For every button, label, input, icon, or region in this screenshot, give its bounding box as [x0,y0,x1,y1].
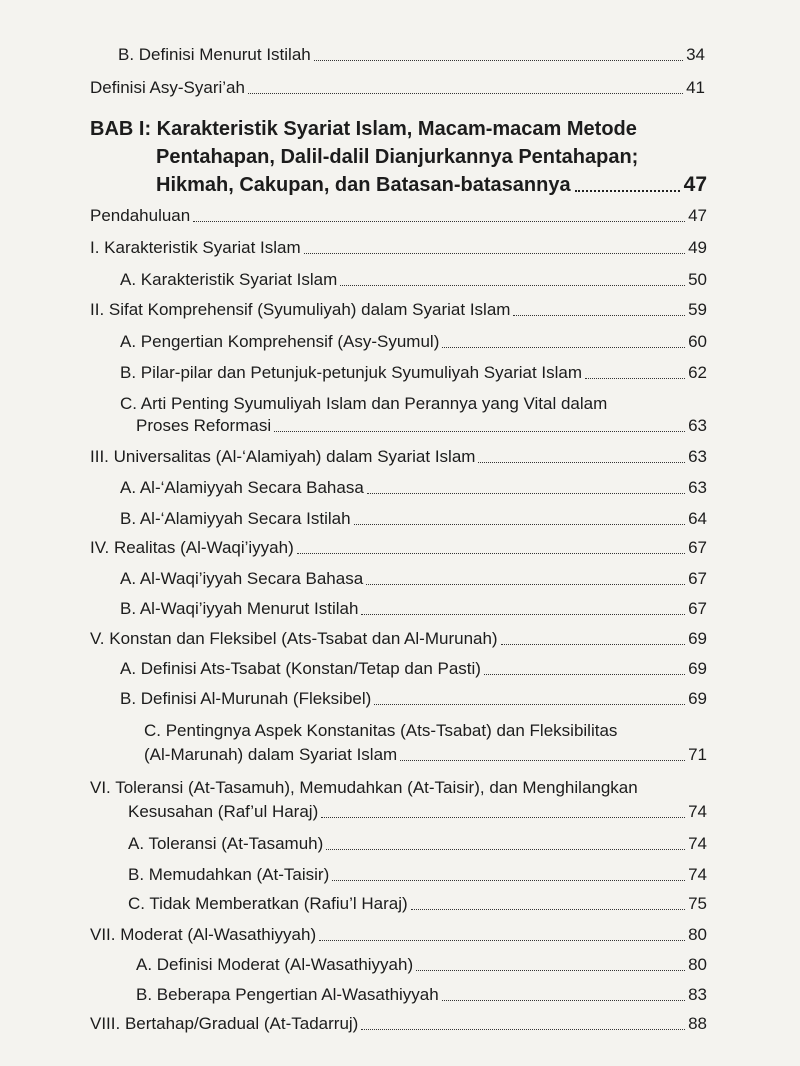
dot-leader [411,909,685,910]
toc-entry-title: B. Beberapa Pengertian Al-Wasathiyyah [136,985,439,1004]
toc-entry [128,894,707,914]
toc-entry [90,1014,707,1034]
toc-entry-title: VIII. Bertahap/Gradual (At-Tadarruj) [90,1014,359,1033]
dot-leader [501,644,685,645]
toc-entry-title: I. Karakteristik Syariat Islam [90,238,301,257]
toc-entry-title: A. Pengertian Komprehensif (Asy-Syumul) [120,332,440,351]
toc-entry [90,629,707,649]
toc-entry-title: Definisi Asy-Syari’ah [90,78,245,97]
toc-entry-page: 41 [686,78,705,97]
toc-entry [120,509,707,529]
toc-entry-title: A. Al-‘Alamiyyah Secara Bahasa [120,478,364,497]
toc-entry-page: 63 [688,478,707,497]
toc-entry [90,300,707,320]
toc-entry-page: 47 [688,206,707,225]
toc-entry [128,834,707,854]
dot-leader [400,760,685,761]
dot-leader [367,493,685,494]
chapter-heading-line-3 [156,172,707,198]
toc-entry [90,447,707,467]
toc-entry-page: 69 [688,689,707,708]
toc-entry-title: C. Tidak Memberatkan (Rafiu’l Haraj) [128,894,408,913]
toc-entry [90,78,705,98]
toc-entry-page: 80 [688,955,707,974]
dot-leader [297,553,685,554]
dot-leader [274,431,685,432]
toc-entry-page: 49 [688,238,707,257]
toc-entry-title-line-1: C. Pentingnya Aspek Konstanitas (Ats-Tsabat) dan Fleksibilitas [144,721,618,740]
toc-entry [90,206,707,226]
toc-entry [90,238,707,258]
toc-entry-page: 67 [688,538,707,557]
toc-entry-page: 71 [688,745,707,764]
toc-entry-page: 64 [688,509,707,528]
dot-leader [354,524,686,525]
toc-entry [136,955,707,975]
toc-entry-page: 74 [688,802,707,821]
toc-entry-title: A. Al-Waqi’iyyah Secara Bahasa [120,569,364,588]
toc-entry-page: 88 [688,1014,707,1033]
toc-entry [136,416,707,436]
toc-entry-page: 34 [686,45,705,64]
toc-entry-title: B. Memudahkan (At-Taisir) [128,865,330,884]
dot-leader [442,1000,685,1001]
toc-entry [120,363,707,383]
toc-entry-title-line-1: VI. Toleransi (At-Tasamuh), Memudahkan (At-Taisir), dan Menghilangkan [90,778,638,797]
dot-leader [374,704,685,705]
toc-entry-page: 59 [688,300,707,319]
dot-leader [361,1029,685,1030]
toc-entry [118,45,705,65]
toc-entry [120,270,707,290]
dot-leader [484,674,685,675]
dot-leader [366,584,685,585]
chapter-page: 47 [683,173,707,196]
dot-leader [326,849,685,850]
toc-entry-page: 83 [688,985,707,1004]
toc-entry-title: A. Definisi Ats-Tsabat (Konstan/Tetap dan Pasti) [120,659,481,678]
toc-entry [120,689,707,709]
toc-entry-page: 67 [688,569,707,588]
toc-entry [120,599,707,619]
dot-leader [304,253,685,254]
toc-entry-page: 63 [688,416,707,435]
toc-entry [90,538,707,558]
dot-leader [478,462,685,463]
dot-leader [193,221,685,222]
toc-entry-title-line-1: C. Arti Penting Syumuliyah Islam dan Perannya yang Vital dalam [120,394,608,413]
toc-entry-title: VII. Moderat (Al-Wasathiyyah) [90,925,317,944]
dot-leader [321,817,685,818]
toc-entry-title: B. Definisi Al-Murunah (Fleksibel) [120,689,372,708]
dot-leader [319,940,685,941]
dot-leader [513,315,685,316]
toc-entry [120,478,707,498]
toc-entry-title: B. Al-Waqi’iyyah Menurut Istilah [120,599,359,618]
toc-entry-title: Pendahuluan [90,206,191,225]
toc-entry-title: A. Karakteristik Syariat Islam [120,270,338,289]
toc-entry-title-line-2: (Al-Marunah) dalam Syariat Islam [144,745,398,764]
dot-leader [340,285,685,286]
toc-entry-title: B. Pilar-pilar dan Petunjuk-petunjuk Syumuliyah Syariat Islam [120,363,583,382]
toc-entry [144,745,707,765]
toc-entry [128,802,707,822]
toc-entry [120,569,707,589]
toc-entry-page: 75 [688,894,707,913]
toc-entry-title: A. Definisi Moderat (Al-Wasathiyyah) [136,955,414,974]
toc-entry-title-line-2: Proses Reformasi [136,416,272,435]
toc-entry-title: III. Universalitas (Al-‘Alamiyah) dalam Syariat Islam [90,447,476,466]
toc-entry-title: IV. Realitas (Al-Waqi’iyyah) [90,538,294,557]
toc-entry-page: 74 [688,834,707,853]
dot-leader [416,970,685,971]
chapter-heading-line-2: Pentahapan, Dalil-dalil Dianjurkannya Pentahapan; [156,146,639,168]
chapter-heading-line-1: BAB I: Karakteristik Syariat Islam, Macam-macam Metode [90,118,637,140]
toc-entry [136,985,707,1005]
toc-entry-page: 69 [688,659,707,678]
toc-entry-page: 80 [688,925,707,944]
toc-entry-page: 69 [688,629,707,648]
toc-entry-title: B. Definisi Menurut Istilah [118,45,311,64]
toc-entry-title: A. Toleransi (At-Tasamuh) [128,834,324,853]
dot-leader [442,347,685,348]
dot-leader [314,60,683,61]
dot-leader [361,614,685,615]
toc-entry-page: 50 [688,270,707,289]
toc-entry-page: 67 [688,599,707,618]
toc-entry [128,865,707,885]
dot-leader [585,378,685,379]
toc-entry-title: B. Al-‘Alamiyyah Secara Istilah [120,509,351,528]
toc-entry [120,659,707,679]
toc-entry [90,925,707,945]
chapter-heading-text: Hikmah, Cakupan, dan Batasan-batasannya [156,174,571,196]
toc-entry-title: II. Sifat Komprehensif (Syumuliyah) dalam Syariat Islam [90,300,511,319]
toc-entry-title: V. Konstan dan Fleksibel (Ats-Tsabat dan Al-Murunah) [90,629,498,648]
toc-entry-page: 74 [688,865,707,884]
toc-entry-title-line-2: Kesusahan (Raf’ul Haraj) [128,802,319,821]
dot-leader [575,190,680,192]
dot-leader [248,93,683,94]
dot-leader [332,880,685,881]
toc-entry-page: 62 [688,363,707,382]
toc-entry [120,332,707,352]
toc-entry-page: 63 [688,447,707,466]
toc-entry-page: 60 [688,332,707,351]
